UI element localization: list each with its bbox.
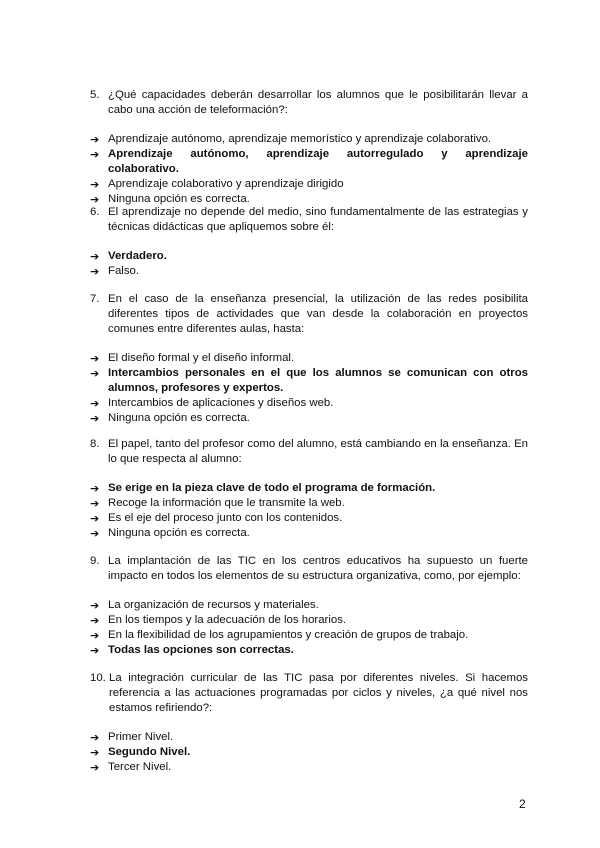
option-text: Se erige en la pieza clave de todo el programa de formación. [108, 482, 436, 494]
question-text: La implantación de las TIC en los centros educativos ha supuesto un fuerte impacto en todos los elementos de su estructura organizativa, como, por ejemplo: [108, 555, 528, 582]
option-item-correct [90, 643, 528, 658]
rightwards-arrow-icon: ➔ [90, 178, 100, 191]
question-6 [90, 205, 528, 279]
option-text: Todas las opciones son correctas. [108, 644, 294, 656]
question-10 [90, 671, 528, 775]
rightwards-arrow-icon: ➔ [90, 367, 100, 380]
rightwards-arrow-icon: ➔ [90, 133, 100, 146]
rightwards-arrow-icon: ➔ [90, 412, 100, 425]
question-number: 7. [90, 293, 100, 305]
question-number: 9. [90, 555, 100, 567]
option-list [90, 351, 528, 426]
rightwards-arrow-icon: ➔ [90, 352, 100, 365]
option-item [90, 526, 528, 541]
rightwards-arrow-icon: ➔ [90, 148, 100, 161]
option-text: En los tiempos y la adecuación de los horarios. [108, 614, 347, 626]
option-item [90, 613, 528, 628]
question-text: La integración curricular de las TIC pasa por diferentes niveles. Si hacemos referencia a las actuaciones programadas por ciclos y niveles, ¿a qué nivel nos estamos refiriendo?: [109, 672, 528, 714]
question-9 [90, 554, 528, 658]
rightwards-arrow-icon: ➔ [90, 644, 100, 657]
option-list [90, 132, 528, 207]
option-item [90, 760, 528, 775]
question-5 [90, 88, 528, 207]
option-text: Ninguna opción es correcta. [108, 193, 250, 205]
option-text: Aprendizaje autónomo, aprendizaje autorregulado y aprendizaje colaborativo. [108, 148, 528, 175]
question-text: ¿Qué capacidades deberán desarrollar los alumnos que le posibilitarán llevar a cabo una acción de teleformación?: [108, 89, 528, 116]
option-text: Primer Nivel. [108, 731, 174, 743]
option-item [90, 628, 528, 643]
rightwards-arrow-icon: ➔ [90, 614, 100, 627]
option-text: El diseño formal y el diseño informal. [108, 352, 295, 364]
option-item-correct [90, 745, 528, 760]
option-text: Verdadero. [108, 250, 167, 262]
rightwards-arrow-icon: ➔ [90, 250, 100, 263]
question-text: En el caso de la enseñanza presencial, la utilización de las redes posibilita diferentes tipos de actividades que van desde la colaboración en proyectos comunes entre diferentes aulas, hasta: [108, 293, 528, 335]
page-number: 2 [519, 797, 526, 811]
option-item [90, 496, 528, 511]
option-text: En la flexibilidad de los agrupamientos y creación de grupos de trabajo. [108, 629, 469, 641]
option-item [90, 177, 528, 192]
rightwards-arrow-icon: ➔ [90, 497, 100, 510]
option-item [90, 396, 528, 411]
option-item-correct [90, 366, 528, 396]
question-number: 10. [90, 672, 106, 684]
option-list [90, 730, 528, 775]
option-item [90, 598, 528, 613]
option-item-correct [90, 249, 528, 264]
rightwards-arrow-icon: ➔ [90, 599, 100, 612]
rightwards-arrow-icon: ➔ [90, 512, 100, 525]
rightwards-arrow-icon: ➔ [90, 746, 100, 759]
rightwards-arrow-icon: ➔ [90, 629, 100, 642]
rightwards-arrow-icon: ➔ [90, 482, 100, 495]
option-list [90, 598, 528, 658]
option-text: Falso. [108, 265, 140, 277]
option-text: Aprendizaje colaborativo y aprendizaje dirigido [108, 178, 344, 190]
option-text: Ninguna opción es correcta. [108, 412, 250, 424]
option-text: Es el eje del proceso junto con los contenidos. [108, 512, 343, 524]
question-number: 6. [90, 206, 100, 218]
option-text: Segundo Nivel. [108, 746, 191, 758]
rightwards-arrow-icon: ➔ [90, 731, 100, 744]
option-text: Aprendizaje autónomo, aprendizaje memorístico y aprendizaje colaborativo. [108, 133, 492, 145]
option-text: Tercer Nivel. [108, 761, 172, 773]
option-item [90, 132, 528, 147]
option-text: Intercambios personales en el que los alumnos se comunican con otros alumnos, profesores y expertos. [108, 367, 528, 394]
option-list [90, 249, 528, 279]
option-item [90, 264, 528, 279]
question-8 [90, 437, 528, 541]
rightwards-arrow-icon: ➔ [90, 527, 100, 540]
option-item-correct [90, 147, 528, 177]
question-text: El papel, tanto del profesor como del alumno, está cambiando en la enseñanza. En lo que respecta al alumno: [108, 438, 528, 465]
rightwards-arrow-icon: ➔ [90, 397, 100, 410]
rightwards-arrow-icon: ➔ [90, 761, 100, 774]
option-text: Recoge la información que le transmite la web. [108, 497, 345, 509]
question-text: El aprendizaje no depende del medio, sino fundamentalmente de las estrategias y técnicas didácticas que apliquemos sobre él: [108, 206, 528, 233]
option-item [90, 411, 528, 426]
rightwards-arrow-icon: ➔ [90, 265, 100, 278]
option-text: Ninguna opción es correcta. [108, 527, 250, 539]
rightwards-arrow-icon: ➔ [90, 193, 100, 206]
option-item [90, 351, 528, 366]
option-text: La organización de recursos y materiales. [108, 599, 319, 611]
option-item-correct [90, 481, 528, 496]
question-7 [90, 292, 528, 426]
option-text: Intercambios de aplicaciones y diseños web. [108, 397, 334, 409]
question-number: 8. [90, 438, 100, 450]
question-number: 5. [90, 89, 100, 101]
option-list [90, 481, 528, 541]
option-item [90, 730, 528, 745]
option-item [90, 511, 528, 526]
